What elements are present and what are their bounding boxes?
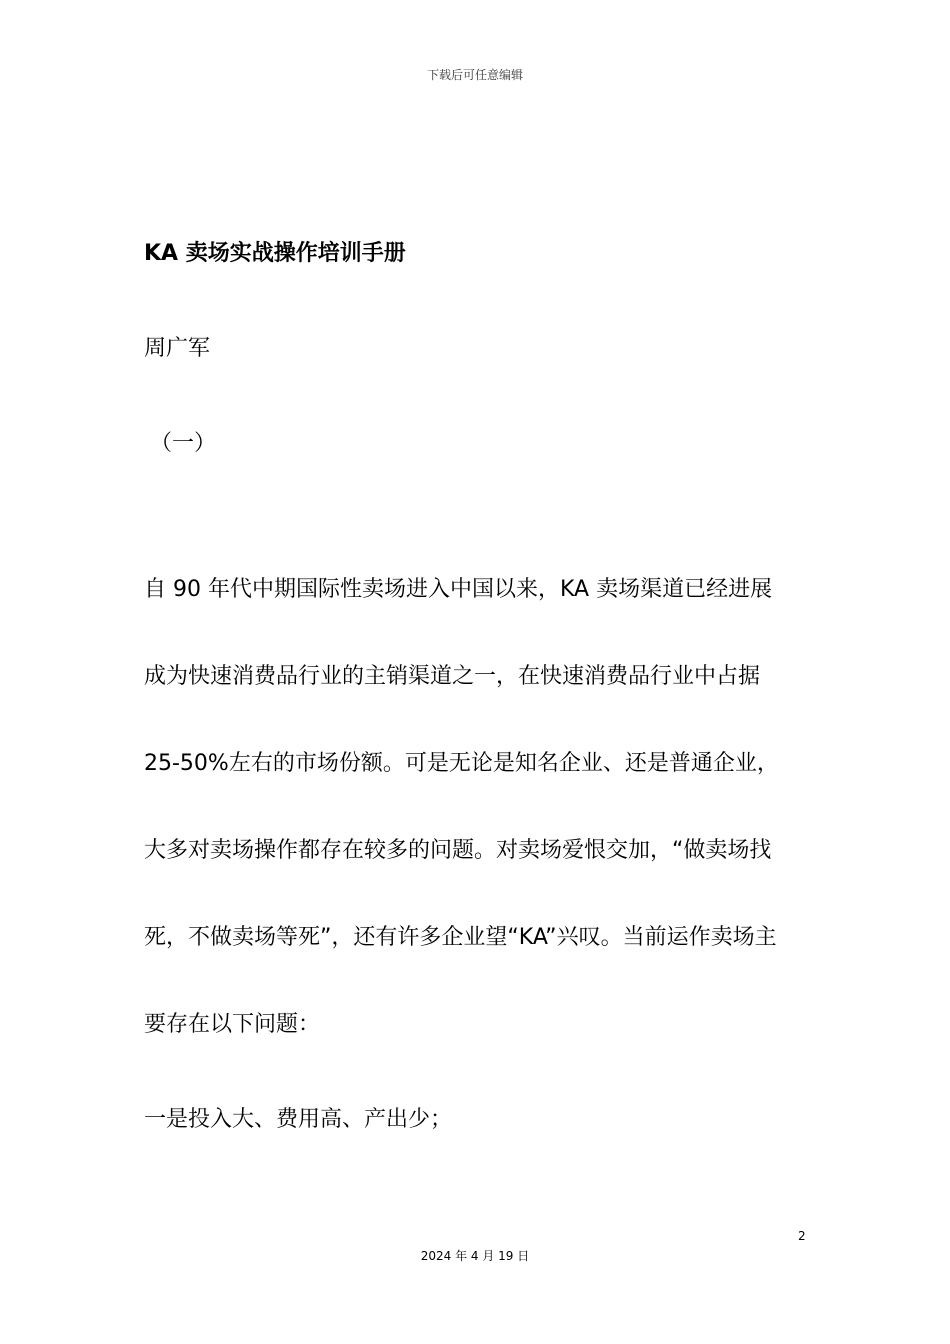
document-title: KA 卖场实战操作培训手册 bbox=[144, 241, 406, 266]
paragraph-line: 死，不做卖场等死”，还有许多企业望“KA”兴叹。当前运作卖场主 bbox=[144, 925, 777, 950]
paragraph-line: 要存在以下问题： bbox=[144, 1012, 321, 1037]
page-number: 2 bbox=[798, 1229, 806, 1243]
paragraph-line: 成为快速消费品行业的主销渠道之一，在快速消费品行业中占据 bbox=[144, 664, 761, 689]
footer-date: 2024 年 4 月 19 日 bbox=[420, 1249, 530, 1263]
paragraph-line: 25-50%左右的市场份额。可是无论是知名企业、还是普通企业， bbox=[144, 751, 779, 776]
paragraph-line: 自 90 年代中期国际性卖场进入中国以来，KA 卖场渠道已经进展 bbox=[144, 577, 773, 602]
list-item: 一是投入大、费用高、产出少； bbox=[144, 1107, 453, 1132]
header-note: 下载后可任意编辑 bbox=[426, 68, 523, 82]
author-name: 周广军 bbox=[144, 336, 211, 361]
paragraph-line: 大多对卖场操作都存在较多的问题。对卖场爱恨交加，“做卖场找 bbox=[144, 838, 772, 863]
section-heading: （一） bbox=[150, 431, 217, 456]
